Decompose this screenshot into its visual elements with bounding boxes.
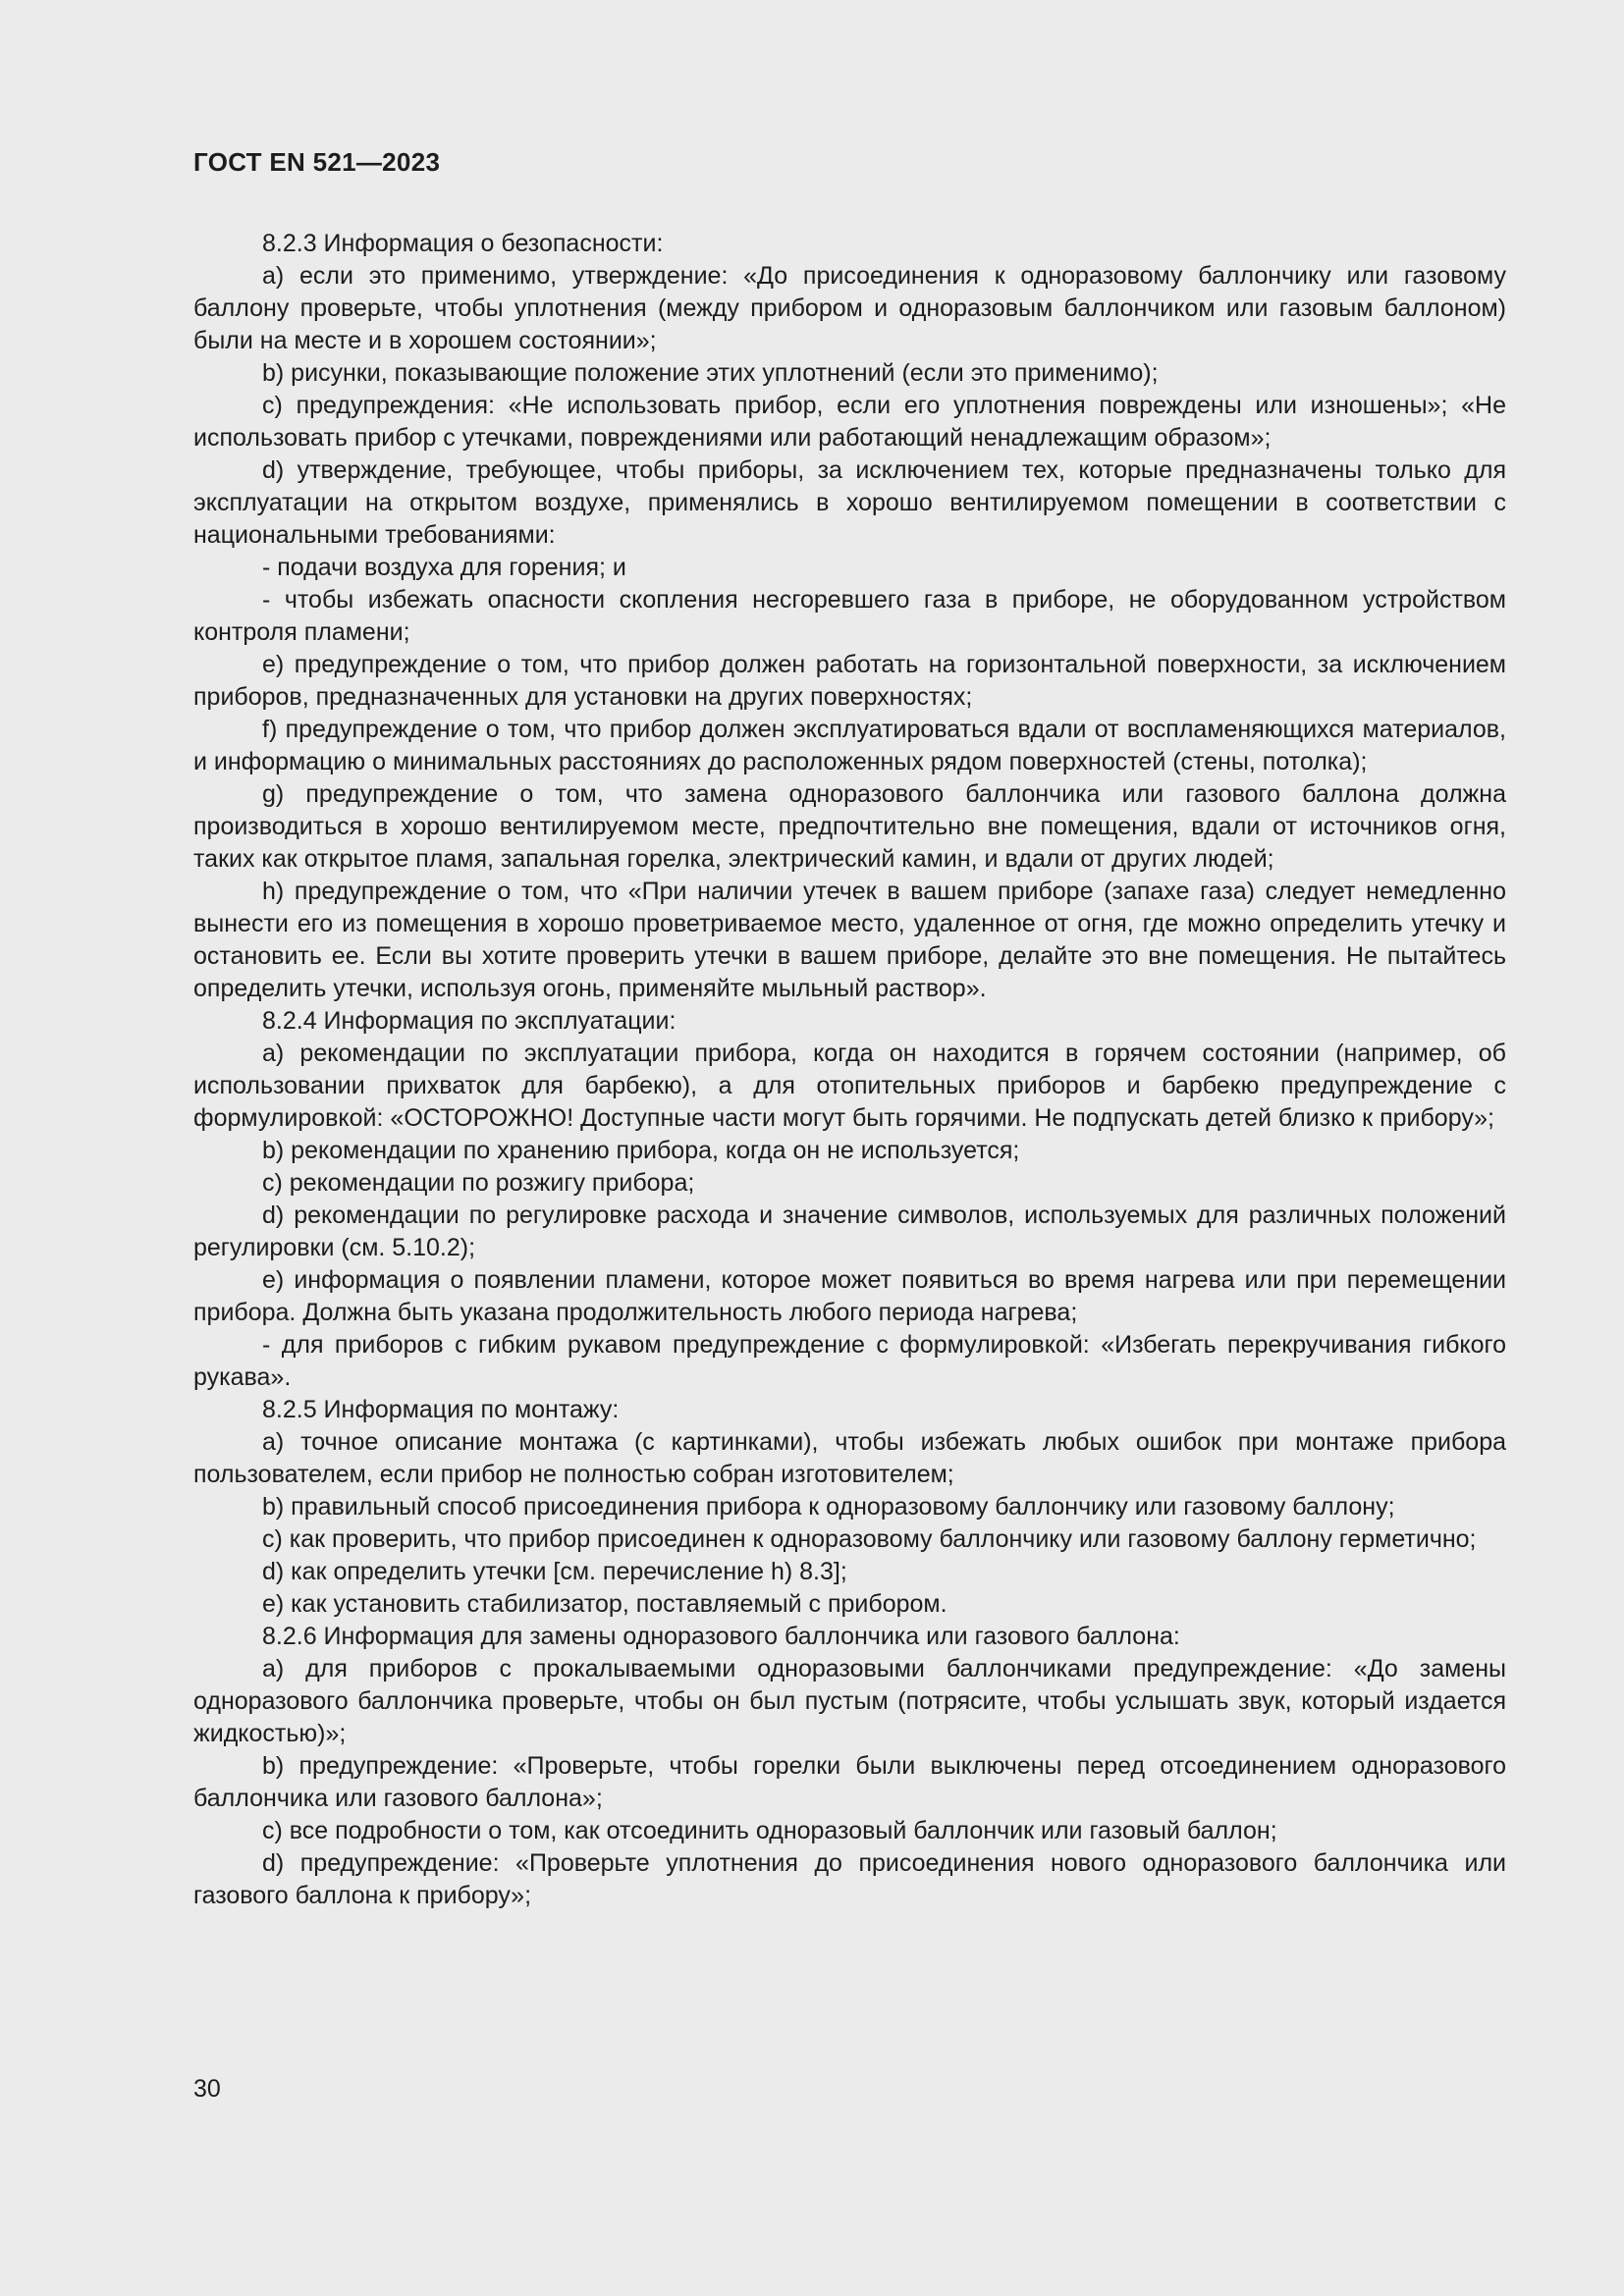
list-item: a) если это применимо, утверждение: «До присоединения к одноразовому баллончику или газовому баллону проверьте, чтобы уплотнения (между прибором и одноразовым баллончиком или газовым баллоном) были на месте и в хорошем состоянии»; xyxy=(193,262,1506,354)
page-number: 30 xyxy=(193,2075,221,2103)
list-item: b) предупреждение: «Проверьте, чтобы горелки были выключены перед отсоединением одноразового баллончика или газового баллона»; xyxy=(193,1752,1506,1812)
section-heading-8-2-4: 8.2.4 Информация по эксплуатации: xyxy=(262,1007,677,1035)
list-item: e) предупреждение о том, что прибор должен работать на горизонтальной поверхности, за исключением приборов, предназначенных для установки на других поверхностях; xyxy=(193,651,1506,711)
list-item: h) предупреждение о том, что «При наличии утечек в вашем приборе (запахе газа) следует немедленно вынести его из помещения в хорошо проветриваемое место, удаленное от огня, где можно определить утечку и остановить ее. Если вы хотите проверить утечки в вашем приборе, делайте это вне помещения. Не пытайтесь определить утечки, используя огонь, применяйте мыльный раствор». xyxy=(193,878,1506,1002)
list-item: c) как проверить, что прибор присоединен к одноразовому баллончику или газовому баллону герметично; xyxy=(262,1525,1477,1553)
list-item: c) все подробности о том, как отсоединить одноразовый баллончик или газовый баллон; xyxy=(262,1817,1277,1844)
sub-list-item: - чтобы избежать опасности скопления несгоревшего газа в приборе, не оборудованном устройством контроля пламени; xyxy=(193,586,1506,646)
list-item: d) как определить утечки [см. перечисление h) 8.3]; xyxy=(262,1558,847,1585)
list-item: a) для приборов с прокалываемыми одноразовыми баллончиками предупреждение: «До замены одноразового баллончика проверьте, чтобы он был пустым (потрясите, чтобы услышать звук, который издается жидкостью)»; xyxy=(193,1655,1506,1747)
sub-list-item: - подачи воздуха для горения; и xyxy=(262,554,626,581)
list-item: d) рекомендации по регулировке расхода и значение символов, используемых для различных положений регулировки (см. 5.10.2); xyxy=(193,1201,1506,1261)
section-heading-8-2-6: 8.2.6 Информация для замены одноразового баллончика или газового баллона: xyxy=(262,1623,1180,1650)
list-item: c) рекомендации по розжигу прибора; xyxy=(262,1169,695,1197)
sub-list-item: - для приборов с гибким рукавом предупреждение с формулировкой: «Избегать перекручивания гибкого рукава». xyxy=(193,1331,1506,1391)
list-item: b) правильный способ присоединения прибора к одноразовому баллончику или газовому баллону; xyxy=(262,1493,1395,1521)
list-item: f) предупреждение о том, что прибор должен эксплуатироваться вдали от воспламеняющихся материалов, и информацию о минимальных расстояниях до расположенных рядом поверхностей (стены, потолка); xyxy=(193,716,1506,775)
section-heading-8-2-5: 8.2.5 Информация по монтажу: xyxy=(262,1396,620,1423)
list-item: e) информация о появлении пламени, которое может появиться во время нагрева или при перемещении прибора. Должна быть указана продолжительность любого периода нагрева; xyxy=(193,1266,1506,1326)
list-item: c) предупреждения: «Не использовать прибор, если его уплотнения повреждены или изношены»; «Не использовать прибор с утечками, повреждениями или работающий ненадлежащим образом»; xyxy=(193,392,1506,452)
list-item: d) утверждение, требующее, чтобы приборы, за исключением тех, которые предназначены только для эксплуатации на открытом воздухе, применялись в хорошо вентилируемом помещении в соответствии с национальными требованиями: xyxy=(193,456,1506,549)
document-header: ГОСТ EN 521—2023 xyxy=(193,147,441,177)
document-body xyxy=(193,228,1506,1912)
section-heading-8-2-3: 8.2.3 Информация о безопасности: xyxy=(262,230,664,257)
list-item: g) предупреждение о том, что замена одноразового баллончика или газового баллона должна производиться в хорошо вентилируемом месте, предпочтительно вне помещения, вдали от источников огня, таких как открытое пламя, запальная горелка, электрический камин, и вдали от других людей; xyxy=(193,780,1506,873)
list-item: b) рекомендации по хранению прибора, когда он не используется; xyxy=(262,1137,1020,1164)
list-item: b) рисунки, показывающие положение этих уплотнений (если это применимо); xyxy=(262,359,1159,387)
list-item: a) рекомендации по эксплуатации прибора, когда он находится в горячем состоянии (например, об использовании прихваток для барбекю), а для отопительных приборов и барбекю предупреждение с формулировкой: «ОСТОРОЖНО! Доступные части могут быть горячими. Не подпускать детей близко к прибору»; xyxy=(193,1040,1506,1132)
list-item: d) предупреждение: «Проверьте уплотнения до присоединения нового одноразового баллончика или газового баллона к прибору»; xyxy=(193,1849,1506,1909)
list-item: e) как установить стабилизатор, поставляемый с прибором. xyxy=(262,1590,947,1618)
list-item: a) точное описание монтажа (с картинками), чтобы избежать любых ошибок при монтаже прибора пользователем, если прибор не полностью собран изготовителем; xyxy=(193,1428,1506,1488)
